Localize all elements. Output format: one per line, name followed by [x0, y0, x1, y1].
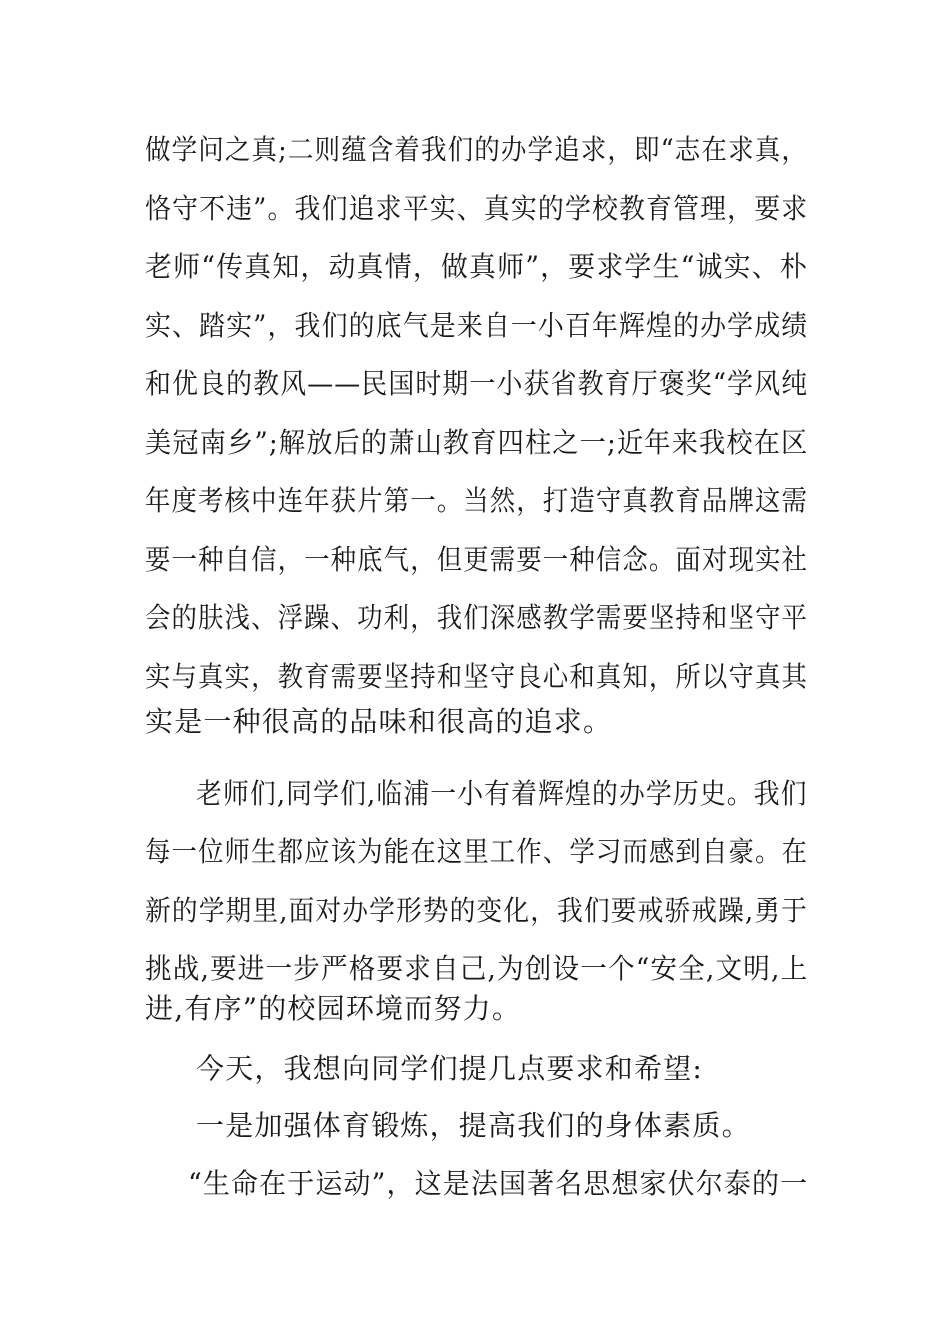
text-line: 今天，我想向同学们提几点要求和希望: [196, 1052, 704, 1085]
text-line: 一是加强体育锻炼，提高我们的身体素质。 [196, 1109, 751, 1142]
text-line: 年度考核中连年获片第一。当然，打造守真教育品牌这需 [145, 484, 809, 517]
text-line: 和优良的教风——民国时期一小获省教育厅褒奖“学风纯 [145, 367, 809, 400]
text-line: 新的学期里,面对办学形势的变化，我们要戒骄戒躁,勇于 [145, 894, 809, 927]
text-line: 会的肤浅、浮躁、功利，我们深感教学需要坚持和坚守平 [145, 601, 809, 634]
text-line: 进,有序”的校园环境而努力。 [145, 992, 522, 1025]
text-line: 恪守不违”。我们追求平实、真实的学校教育管理，要求 [145, 192, 809, 225]
text-line: “生命在于运动”，这是法国著名思想家伏尔泰的一 [188, 1167, 809, 1200]
text-line: 美冠南乡”;解放后的萧山教育四柱之一;近年来我校在区 [145, 426, 809, 459]
text-line: 老师们,同学们,临浦一小有着辉煌的办学历史。我们 [196, 777, 808, 810]
text-line: 每一位师生都应该为能在这里工作、学习而感到自豪。在 [145, 835, 809, 868]
text-line: 挑战,要进一步严格要求自己,为创设一个“安全,文明,上 [145, 952, 809, 985]
text-line: 要一种自信，一种底气，但更需要一种信念。面对现实社 [145, 543, 809, 576]
text-line: 实是一种很高的品味和很高的追求。 [145, 705, 613, 738]
text-line: 做学问之真;二则蕴含着我们的办学追求，即“志在求真， [145, 133, 808, 166]
text-line: 实、踏实”，我们的底气是来自一小百年辉煌的办学成绩 [145, 309, 809, 342]
text-line: 老师“传真知，动真情，做真师”，要求学生“诚实、朴 [145, 250, 808, 283]
text-line: 实与真实，教育需要坚持和坚守良心和真知，所以守真其 [145, 660, 809, 693]
